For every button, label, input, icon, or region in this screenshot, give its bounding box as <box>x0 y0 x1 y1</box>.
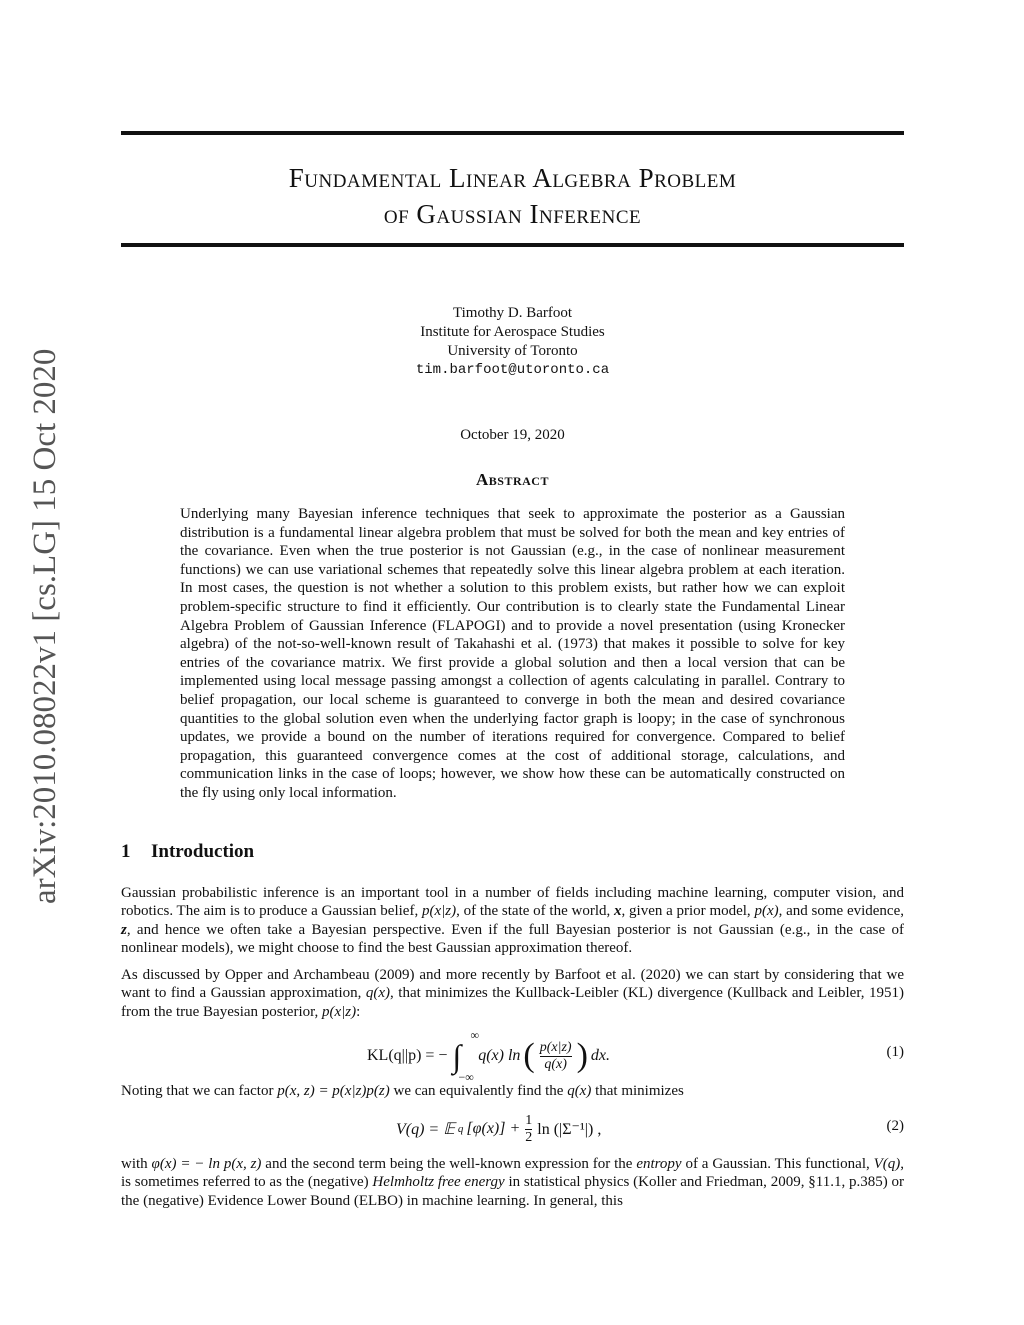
equation-number-2: (2) <box>886 1118 904 1134</box>
text-run: As discussed by Opper and Archambeau (2009) and more recently by Barfoot et al. (2020) we can start by considering that we want to find a Gaussian approximation, <box>121 967 904 1002</box>
math-inline: q(x) <box>567 1083 592 1099</box>
math-inline: V(q) <box>873 1156 901 1172</box>
integral-sign: ∫ ∞ −∞ <box>452 1028 479 1084</box>
emphasis: Helmholtz free energy <box>372 1174 505 1191</box>
left-paren: ( <box>523 1037 535 1074</box>
math-inline: p(x, z) = p(x|z)p(z) <box>277 1083 390 1099</box>
section-heading-introduction <box>121 841 254 863</box>
text-run: , and hence we often take a Bayesian perspective. Even if the full Bayesian posterior is not Gaussian (e.g., in the case of nonlinear models), we might choose to find the best Gaussian approximation thereof. <box>121 921 904 956</box>
text-run: , that minimizes the Kullback-Leibler (KL) divergence (Kullback and Leibler, 1951) from the true Bayesian posterior, <box>121 985 904 1020</box>
eq1-lhs: KL(q||p) = − <box>367 1047 448 1064</box>
author-email[interactable]: tim.barfoot@utoronto.ca <box>415 362 610 378</box>
math-inline: φ(x) = − ln p(x, z) <box>151 1156 262 1172</box>
intro-paragraph-3 <box>121 1082 904 1100</box>
section-title: Introduction <box>151 841 255 862</box>
abstract-heading: Abstract <box>476 470 549 489</box>
integral-upper-limit: ∞ <box>470 1028 479 1042</box>
math-inline: q(x) <box>365 985 391 1002</box>
paper-date: October 19, 2020 <box>460 427 565 443</box>
arxiv-identifier: arXiv:2010.08022v1 [cs.LG] 15 Oct 2020 <box>27 348 63 904</box>
right-paren: ) <box>576 1037 588 1074</box>
math-inline: p(x|z) <box>421 903 457 920</box>
text-run: Noting that we can factor <box>121 1083 278 1099</box>
integral-lower-limit: −∞ <box>458 1070 474 1084</box>
equation-1 <box>121 1028 904 1084</box>
eq2-denominator: 2 <box>525 1129 533 1145</box>
eq1-differential: dx. <box>590 1047 611 1064</box>
eq1-numerator: p(x|z) <box>539 1039 572 1055</box>
text-run: , is sometimes referred to as the (negative) <box>121 1156 905 1191</box>
math-inline: x <box>614 903 622 920</box>
title-rule-bottom <box>121 243 904 247</box>
title-rule-top <box>121 131 904 135</box>
text-run: : <box>356 1003 361 1020</box>
math-inline: p(x|z) <box>322 1003 357 1020</box>
eq2-fraction <box>525 1113 532 1146</box>
eq2-lhs: V(q) = 𝔼 <box>396 1121 455 1138</box>
text-run: , given a prior model, <box>621 903 755 920</box>
paper-title-line-1: Fundamental Linear Algebra Problem <box>288 163 737 193</box>
eq1-denominator: q(x) <box>544 1056 567 1072</box>
text-run: , of the state of the world, <box>456 903 615 920</box>
text-run: in statistical physics (Koller and Friedman, 2009, §11.1, p.385) or the (negative) Evidence Lower Bound (ELBO) in machine learning. In general, this <box>121 1174 905 1209</box>
text-run: with <box>121 1156 152 1172</box>
eq1-fraction <box>540 1040 572 1073</box>
emphasis: entropy <box>636 1156 682 1172</box>
text-run: we can equivalently find the <box>389 1083 568 1099</box>
text-run: of a Gaussian. This functional, <box>681 1156 874 1172</box>
eq2-expectation: [φ(x)] + <box>466 1120 521 1137</box>
equation-number-1: (1) <box>886 1044 904 1060</box>
author-affiliation-university: University of Toronto <box>447 343 578 359</box>
equation-2 <box>121 1108 904 1150</box>
intro-paragraph-1 <box>121 884 904 957</box>
intro-paragraph-2 <box>121 966 904 1021</box>
author-affiliation-institute: Institute for Aerospace Studies <box>420 324 605 340</box>
text-run: that minimizes <box>591 1083 684 1099</box>
author-name: Timothy D. Barfoot <box>452 305 573 321</box>
section-number: 1 <box>121 841 131 862</box>
text-run: , and some evidence, <box>778 903 905 920</box>
text-run: Gaussian probabilistic inference is an important tool in a number of fields including machine learning, computer vision, and robotics. The aim is to produce a Gaussian belief, <box>121 885 904 920</box>
math-inline: p(x) <box>754 903 779 920</box>
eq2-subscript: q <box>457 1123 464 1135</box>
eq1-integrand: q(x) ln <box>478 1047 521 1064</box>
intro-paragraph-4 <box>121 1155 904 1210</box>
math-inline: z <box>121 921 127 938</box>
abstract-body: Underlying many Bayesian inference techniques that seek to approximate the posterior as a Gaussian distribution is a fundamental linear algebra problem that must be solved for both the mean and key entries of the covariance. Even when the true posterior is not Gaussian (e.g., in the case of nonlinear measurement functions) we can use variational schemes that repeatedly solve this linear algebra problem at each iteration. In most cases, the question is not whether a solution to this problem exists, but rather how we can exploit problem-specific structure to find it efficiently. Our contribution is to clearly state the Fundamental Linear Algebra Problem of Gaussian Inference (FLAPOGI) and to provide a novel presentation (using Kronecker algebra) of the not-so-well-known result of Takahashi et al. (1973) that makes it possible to solve for key entries of the covariance matrix. We first provide a global solution and then a local version that can be implemented using local message passing amongst a collection of agents calculating in parallel. Contrary to belief propagation, our local scheme is guaranteed to converge in both the mean and desired covariance quantities to the global solution even when the underlying factor graph is loopy; in the case of synchronous updates, we provide a bound on the number of iterations required for convergence. Compared to belief propagation, this guaranteed convergence comes at the cost of additional storage, calculations, and communication links in the case of loops; however, we show how these can be automatically constructed on the fly using only local information. <box>180 506 845 801</box>
text-run: and the second term being the well-known expression for the <box>261 1156 637 1172</box>
eq2-log-term: ln (|Σ⁻¹|) , <box>537 1121 602 1138</box>
paper-title-line-2: of Gaussian Inference <box>383 199 642 229</box>
eq2-numerator: 1 <box>525 1112 533 1128</box>
